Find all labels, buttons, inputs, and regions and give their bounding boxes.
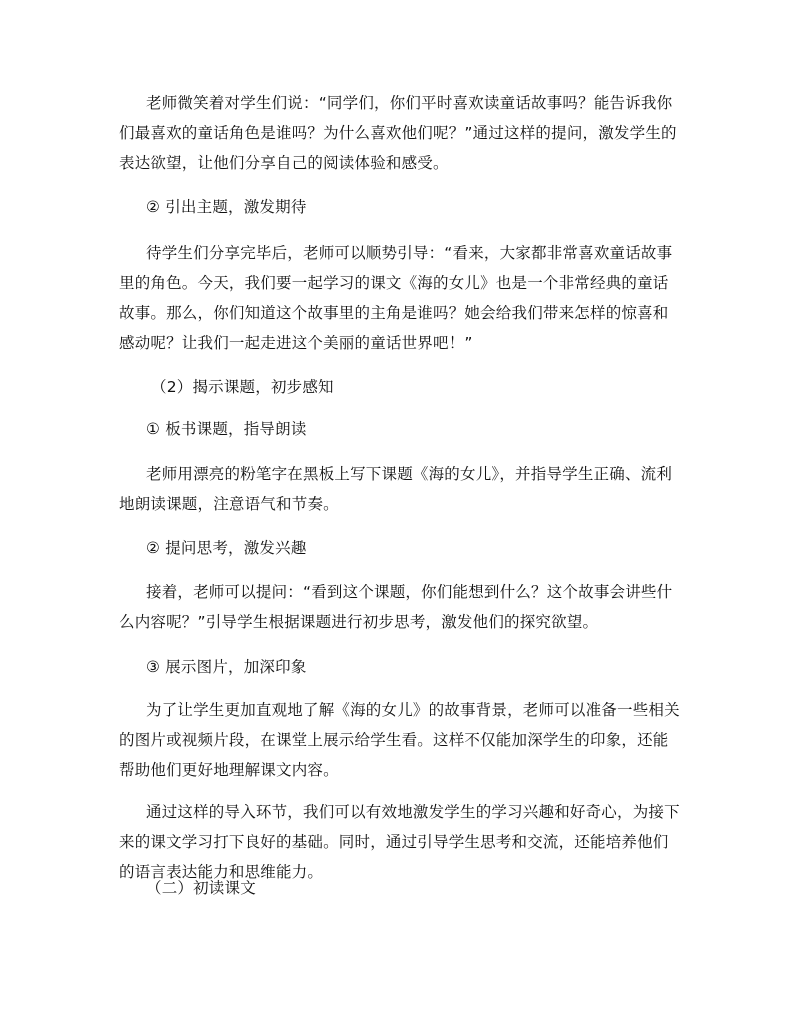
paragraph-write-title: 老师用漂亮的粉笔字在黑板上写下课题《海的女儿》，并指导学生正确、流利地朗读课题，注意语气和节奏。	[119, 465, 673, 513]
paragraph-teacher-guidance: 待学生们分享完毕后，老师可以顺势引导：“看来，大家都非常喜欢童话故事里的角色。今天，我们要一起学习的课文《海的女儿》也是一个非常经典的童话故事。那么，你们知道这个故事里的主角是谁吗？她会给我们带来怎样的惊喜和感动呢？让我们一起走进这个美丽的童话世界吧！”	[119, 244, 673, 352]
heading-write-title: ① 板书课题，指导朗读	[146, 420, 307, 438]
heading-first-reading: （二）初读课文	[146, 879, 256, 897]
heading-show-pictures: ③ 展示图片，加深印象	[146, 658, 307, 676]
heading-reveal-title: （2）揭示课题，初步感知	[151, 378, 334, 396]
paragraph-ask-question: 接着，老师可以提问：“看到这个课题，你们能想到什么？这个故事会讲些什么内容呢？”引导学生根据课题进行初步思考，激发他们的探究欲望。	[119, 583, 673, 631]
heading-ask-question: ② 提问思考，激发兴趣	[146, 539, 307, 557]
paragraph-show-pictures: 为了让学生更加直观地了解《海的女儿》的故事背景，老师可以准备一些相关的图片或视频片段，在课堂上展示给学生看。这样不仅能加深学生的印象，还能帮助他们更好地理解课文内容。	[119, 701, 680, 779]
paragraph-teacher-question: 老师微笑着对学生们说：“同学们，你们平时喜欢读童话故事吗？能告诉我你们最喜欢的童话角色是谁吗？为什么喜欢他们呢？”通过这样的提问，激发学生的表达欲望，让他们分享自己的阅读体验和感受。	[119, 94, 677, 172]
heading-introduce-theme: ② 引出主题，激发期待	[146, 198, 307, 216]
paragraph-summary: 通过这样的导入环节，我们可以有效地激发学生的学习兴趣和好奇心，为接下来的课文学习打下良好的基础。同时，通过引导学生思考和交流，还能培养他们的语言表达能力和思维能力。	[119, 803, 680, 881]
